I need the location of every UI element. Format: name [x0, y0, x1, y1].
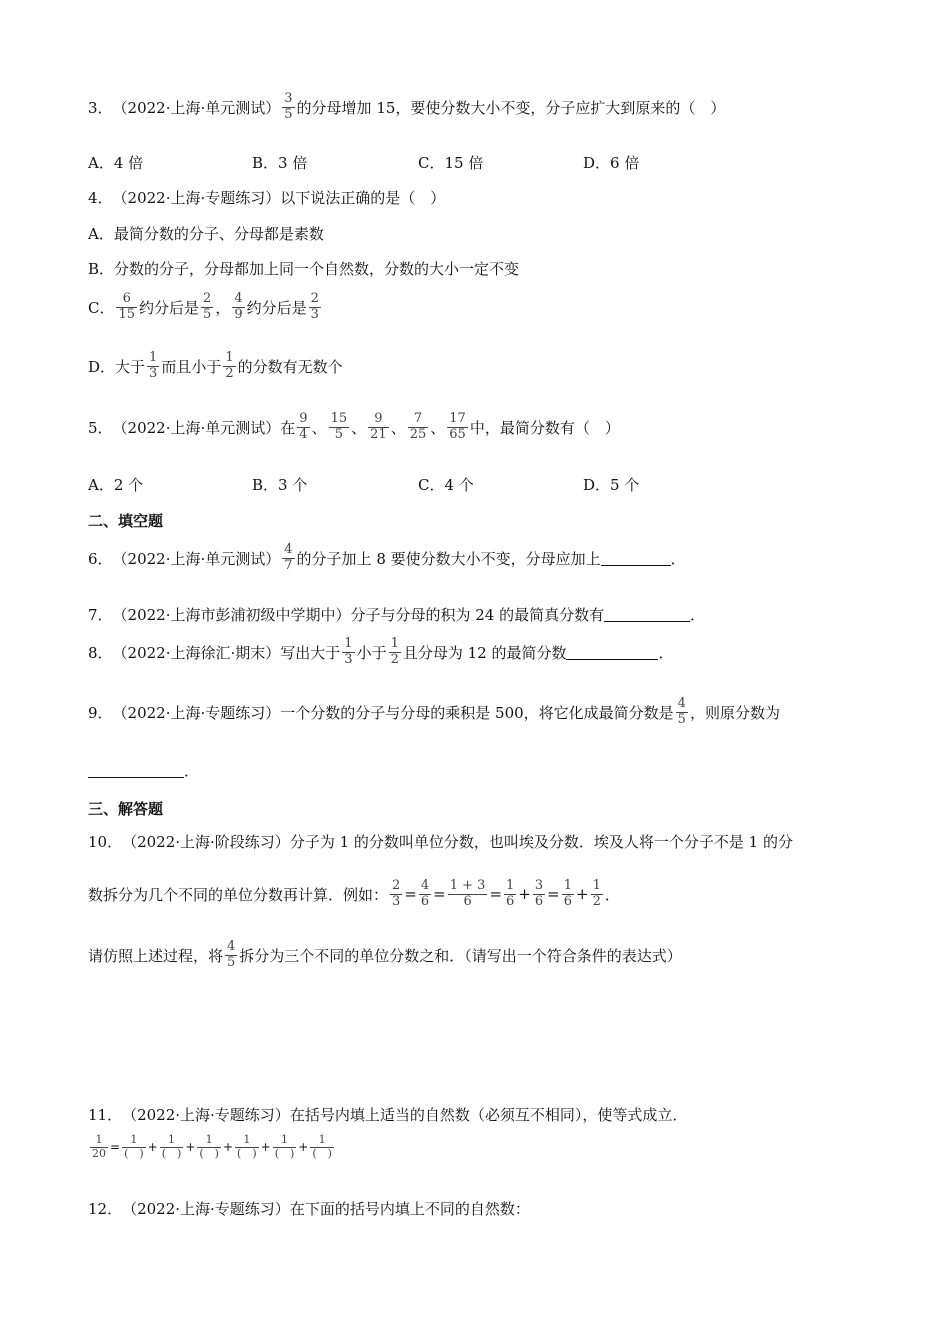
option-b: B．分数的分子，分母都加上同一个自然数，分数的大小一定不变: [88, 260, 520, 278]
fraction-blank[interactable]: $\frac{1}{( )}$: [237, 1133, 257, 1160]
option-c: C． $\frac{6}{15}$ 约分后是 $\frac{2}{5}$ ， $\frac{4}{9}$ 约分后是 $\frac{2}{3}$: [88, 291, 319, 322]
question-10: [88, 831, 793, 852]
question-source: （2022·上海市彭浦初级中学期中）: [112, 606, 351, 624]
question-6: 6． （2022·上海·单元测试） $\frac{4}{7}$ 的分子加上 8 要使分数大小不变，分母应加上 ．: [88, 542, 686, 573]
question-source: （2022·上海·单元测试）: [112, 549, 281, 568]
question-source: （2022·上海·单元测试）: [112, 98, 281, 117]
fraction-blank[interactable]: $\frac{1}{( )}$: [274, 1133, 295, 1160]
question-9-answer: ．: [88, 760, 199, 781]
fraction-blank[interactable]: $\frac{1}{( )}$: [124, 1133, 144, 1160]
fraction: $\frac{1}{2}$: [592, 878, 601, 909]
fraction: $\frac{7}{25}$: [409, 411, 427, 442]
fraction: $\frac{1}{2}$: [225, 350, 234, 381]
answer-blank[interactable]: [601, 551, 671, 566]
fraction: $\frac{9}{21}$: [370, 411, 387, 442]
fraction: $\frac{1}{3}$: [344, 636, 353, 667]
fraction: $\frac{6}{15}$: [118, 291, 136, 322]
fraction: $\frac{4}{6}$: [420, 878, 430, 909]
question-11-equation: $\frac{1}{20}$ = $\frac{1}{( )}$ + $\frac{1}{( )}$ + $\frac{1}{( )}$ + $\frac{1}{( )}$ + $\frac{1}{( )}$ + $\frac{1}{( )}$: [92, 1133, 332, 1160]
question-text: 在括号内填上适当的自然数（必须互不相同），使等式成立．: [289, 1106, 688, 1124]
fraction: $\frac{4}{5}$: [227, 939, 236, 970]
fraction: $\frac{1}{3}$: [149, 350, 158, 381]
fraction: $\frac{9}{4}$: [299, 411, 308, 442]
fraction: $\frac{4}{5}$: [677, 696, 686, 727]
option-c: C．15 倍: [418, 154, 484, 172]
question-4: [88, 187, 445, 208]
fraction-blank[interactable]: $\frac{1}{( )}$: [199, 1133, 219, 1160]
question-number: 9．: [88, 703, 113, 722]
fraction-blank[interactable]: $\frac{1}{( )}$: [161, 1133, 182, 1160]
question-text: 以下说法正确的是（ ）: [280, 189, 446, 207]
question-number: 8．: [88, 643, 113, 662]
option-c: C．4 个: [418, 476, 474, 494]
fraction: $\frac{1}{20}$: [92, 1133, 106, 1160]
question-source: （2022·上海·单元测试）: [112, 418, 281, 437]
question-number: 4．: [88, 189, 113, 207]
option-a: A．4 倍: [88, 154, 144, 172]
fraction: $\frac{15}{5}$: [330, 411, 348, 442]
section-heading: 二、填空题: [88, 512, 164, 530]
question-number: 12．: [88, 1200, 123, 1218]
fraction: $\frac{1 + 3}{6}$: [449, 878, 486, 909]
option-b: B．3 倍: [252, 154, 308, 172]
question-8: 8． （2022·上海徐汇·期末） 写出大于 $\frac{1}{3}$ 小于 $\frac{1}{2}$ 且分母为 12 的最简分数 ．: [88, 636, 674, 667]
fraction: $\frac{3}{5}$: [284, 91, 293, 122]
question-source: （2022·上海·阶段练习）: [122, 833, 290, 851]
question-text: 的分子加上 8 要使分数大小不变，分母应加上: [296, 549, 601, 568]
fraction: $\frac{1}{2}$: [390, 636, 399, 667]
question-9: 9． （2022·上海·专题练习） 一个分数的分子与分母的乘积是 500，将它化成最简分数是 $\frac{4}{5}$ ，则原分数为: [88, 696, 780, 727]
question-number: 3．: [88, 98, 113, 117]
question-text: 分子为 1 的分数叫单位分数，也叫埃及分数．埃及人将一个分子不是 1 的分: [289, 833, 793, 851]
fraction: $\frac{4}{9}$: [234, 291, 243, 322]
fraction: $\frac{1}{6}$: [506, 878, 515, 909]
question-3: [88, 92, 725, 123]
option-a: A．2 个: [88, 476, 144, 494]
question-number: 10．: [88, 833, 123, 851]
question-5: 5． （2022·上海·单元测试） 在 $\frac{9}{4}$ 、 $\frac{15}{5}$ 、 $\frac{9}{21}$ 、 $\frac{7}{25}$ 、 $\frac{17}{65}$ 中，最简分数有（ ）: [88, 411, 620, 442]
question-7: 7． （2022·上海市彭浦初级中学期中） 分子与分母的积为 24 的最简真分数有 ．: [88, 606, 706, 624]
answer-blank[interactable]: [604, 607, 690, 622]
question-12: [88, 1198, 530, 1219]
question-number: 5．: [88, 418, 113, 437]
question-10-example: 数拆分为几个不同的单位分数再计算．例如： $\frac{2}{3}$ = $\frac{4}{6}$ = $\frac{1 + 3}{6}$ = $\frac{1}{6}$ + $\frac{3}{6}$ = $\frac{1}{6}$ + $\frac{1}{2}$ ．: [88, 878, 620, 909]
question-text: 分子与分母的积为 24 的最简真分数有: [350, 606, 605, 624]
question-text: 中，最简分数有（ ）: [469, 418, 620, 437]
question-11: [88, 1104, 687, 1125]
fraction: $\frac{2}{5}$: [203, 291, 212, 322]
question-number: 6．: [88, 549, 113, 568]
question-text: 的分母增加 15，要使分数大小不变，分子应扩大到原来的（ ）: [296, 98, 726, 117]
section-heading: 三、解答题: [88, 800, 164, 818]
question-source: （2022·上海·专题练习）: [112, 189, 281, 207]
fraction: $\frac{17}{65}$: [449, 411, 466, 442]
question-source: （2022·上海·专题练习）: [122, 1200, 290, 1218]
question-number: 11．: [88, 1106, 123, 1124]
option-b: B．3 个: [252, 476, 308, 494]
question-10-task: 请仿照上述过程，将 $\frac{4}{5}$ 拆分为三个不同的单位分数之和．（请写出一个符合条件的表达式）: [88, 939, 682, 970]
fraction: $\frac{4}{7}$: [284, 542, 293, 573]
fraction-blank[interactable]: $\frac{1}{( )}$: [312, 1133, 332, 1160]
question-source: （2022·上海徐汇·期末）: [112, 643, 281, 662]
fraction: $\frac{1}{6}$: [563, 878, 573, 909]
option-d: D．6 倍: [583, 154, 640, 172]
question-source: （2022·上海·专题练习）: [122, 1106, 290, 1124]
option-d: D．大于 $\frac{1}{3}$ 而且小于 $\frac{1}{2}$ 的分数有无数个: [88, 350, 343, 381]
question-source: （2022·上海·专题练习）: [112, 703, 281, 722]
question-text: 在下面的括号内填上不同的自然数：: [289, 1200, 530, 1218]
question-number: 7．: [88, 606, 113, 624]
answer-blank[interactable]: [88, 763, 184, 778]
option-a: A．最简分数的分子、分母都是素数: [88, 225, 324, 243]
fraction: $\frac{2}{3}$: [392, 878, 401, 909]
fraction: $\frac{2}{3}$: [310, 291, 319, 322]
option-d: D．5 个: [583, 476, 640, 494]
answer-blank[interactable]: [566, 645, 658, 660]
fraction: $\frac{3}{6}$: [534, 878, 544, 909]
